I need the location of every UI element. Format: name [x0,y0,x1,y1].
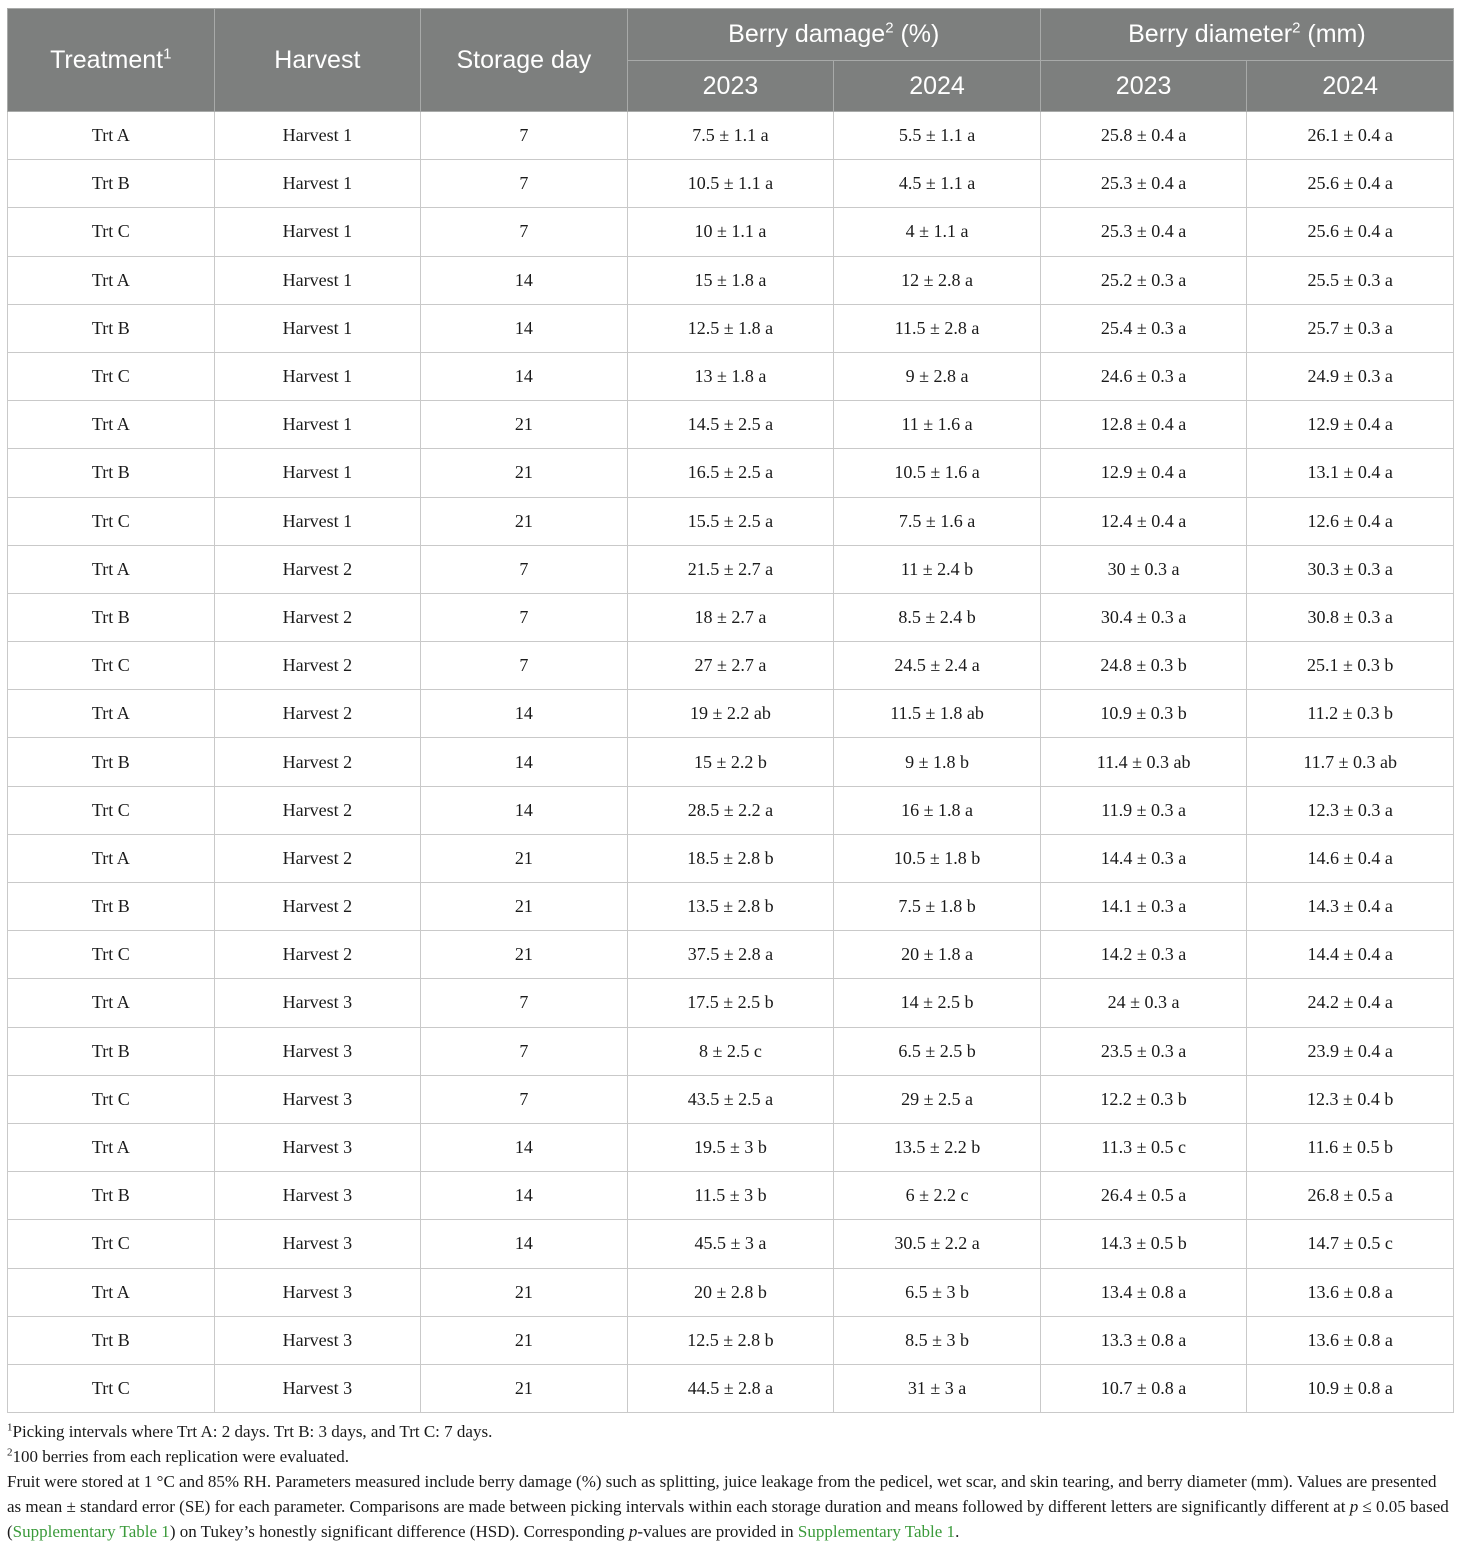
supplementary-table-link[interactable]: Supplementary Table 1 [797,1522,956,1542]
cell-diameter-2023: 13.3 ± 0.8 a [1040,1316,1247,1364]
cell-diameter-2024: 12.3 ± 0.4 b [1247,1075,1454,1123]
cell-harvest: Harvest 2 [214,545,421,593]
cell-damage-2023: 28.5 ± 2.2 a [627,786,834,834]
table-header [8,9,1454,112]
cell-harvest: Harvest 2 [214,738,421,786]
cell-diameter-2023: 13.4 ± 0.8 a [1040,1268,1247,1316]
cell-storage-day: 14 [421,786,628,834]
cell-diameter-2023: 25.8 ± 0.4 a [1040,112,1247,160]
cell-damage-2023: 19 ± 2.2 ab [627,690,834,738]
cell-damage-2024: 4.5 ± 1.1 a [834,160,1041,208]
cell-storage-day: 14 [421,1172,628,1220]
cell-diameter-2024: 11.6 ± 0.5 b [1247,1123,1454,1171]
cell-diameter-2024: 24.2 ± 0.4 a [1247,979,1454,1027]
cell-diameter-2024: 14.4 ± 0.4 a [1247,931,1454,979]
cell-harvest: Harvest 1 [214,401,421,449]
cell-damage-2023: 15 ± 2.2 b [627,738,834,786]
table-row [8,545,1454,593]
cell-storage-day: 14 [421,304,628,352]
cell-storage-day: 14 [421,738,628,786]
cell-treatment: Trt B [8,1316,215,1364]
cell-damage-2024: 6.5 ± 3 b [834,1268,1041,1316]
cell-diameter-2023: 12.2 ± 0.3 b [1040,1075,1247,1123]
cell-storage-day: 7 [421,112,628,160]
cell-damage-2023: 13 ± 1.8 a [627,352,834,400]
table-footnotes [7,1419,1453,1544]
cell-diameter-2023: 14.3 ± 0.5 b [1040,1220,1247,1268]
cell-harvest: Harvest 3 [214,1075,421,1123]
footnote-1: $^1$Picking intervals where Trt A: 2 days. Trt B: 3 days, and Trt C: 7 days. [7,1421,493,1442]
cell-diameter-2023: 30.4 ± 0.3 a [1040,593,1247,641]
header-treatment: Treatment$^1$ [8,9,215,112]
cell-storage-day: 21 [421,497,628,545]
cell-treatment: Trt B [8,883,215,931]
table-row [8,1027,1454,1075]
header-year: 2024 [834,61,1041,112]
cell-harvest: Harvest 1 [214,449,421,497]
table-row [8,1172,1454,1220]
cell-damage-2024: 8.5 ± 3 b [834,1316,1041,1364]
cell-storage-day: 21 [421,449,628,497]
cell-harvest: Harvest 3 [214,1172,421,1220]
cell-storage-day: 21 [421,883,628,931]
cell-damage-2024: 11 ± 2.4 b [834,545,1041,593]
cell-damage-2024: 12 ± 2.8 a [834,256,1041,304]
cell-damage-2023: 44.5 ± 2.8 a [627,1364,834,1412]
cell-storage-day: 21 [421,1364,628,1412]
cell-diameter-2023: 10.7 ± 0.8 a [1040,1364,1247,1412]
cell-treatment: Trt C [8,1364,215,1412]
table-row [8,642,1454,690]
table-row [8,449,1454,497]
cell-damage-2023: 11.5 ± 3 b [627,1172,834,1220]
cell-diameter-2024: 13.1 ± 0.4 a [1247,449,1454,497]
cell-diameter-2023: 14.4 ± 0.3 a [1040,834,1247,882]
cell-damage-2024: 6.5 ± 2.5 b [834,1027,1041,1075]
cell-storage-day: 14 [421,352,628,400]
cell-diameter-2023: 24 ± 0.3 a [1040,979,1247,1027]
cell-treatment: Trt B [8,738,215,786]
cell-diameter-2023: 11.4 ± 0.3 ab [1040,738,1247,786]
cell-damage-2024: 11.5 ± 1.8 ab [834,690,1041,738]
table-row [8,1316,1454,1364]
cell-diameter-2024: 13.6 ± 0.8 a [1247,1268,1454,1316]
cell-diameter-2023: 25.2 ± 0.3 a [1040,256,1247,304]
cell-harvest: Harvest 1 [214,112,421,160]
cell-damage-2023: 37.5 ± 2.8 a [627,931,834,979]
cell-storage-day: 7 [421,593,628,641]
cell-damage-2023: 15.5 ± 2.5 a [627,497,834,545]
table-row [8,738,1454,786]
cell-diameter-2024: 11.7 ± 0.3 ab [1247,738,1454,786]
cell-storage-day: 21 [421,1316,628,1364]
cell-treatment: Trt A [8,979,215,1027]
header-year: 2023 [1040,61,1247,112]
cell-harvest: Harvest 1 [214,256,421,304]
document [7,8,1453,1544]
cell-diameter-2024: 14.7 ± 0.5 c [1247,1220,1454,1268]
cell-harvest: Harvest 3 [214,1364,421,1412]
cell-damage-2023: 15 ± 1.8 a [627,256,834,304]
cell-damage-2023: 10.5 ± 1.1 a [627,160,834,208]
cell-harvest: Harvest 3 [214,1027,421,1075]
cell-diameter-2023: 24.6 ± 0.3 a [1040,352,1247,400]
cell-damage-2024: 7.5 ± 1.8 b [834,883,1041,931]
cell-damage-2024: 7.5 ± 1.6 a [834,497,1041,545]
table-row [8,208,1454,256]
header-berry-diameter: Berry diameter$^2$ (mm) [1040,9,1453,61]
cell-damage-2023: 45.5 ± 3 a [627,1220,834,1268]
cell-diameter-2024: 24.9 ± 0.3 a [1247,352,1454,400]
cell-harvest: Harvest 3 [214,1268,421,1316]
cell-diameter-2024: 23.9 ± 0.4 a [1247,1027,1454,1075]
cell-diameter-2024: 30.8 ± 0.3 a [1247,593,1454,641]
table-row [8,256,1454,304]
table-row [8,1220,1454,1268]
cell-storage-day: 14 [421,690,628,738]
table-row [8,401,1454,449]
cell-damage-2024: 14 ± 2.5 b [834,979,1041,1027]
cell-damage-2023: 7.5 ± 1.1 a [627,112,834,160]
cell-damage-2023: 12.5 ± 1.8 a [627,304,834,352]
header-storage-day: Storage day [421,9,628,112]
cell-storage-day: 21 [421,401,628,449]
cell-damage-2024: 9 ± 2.8 a [834,352,1041,400]
cell-harvest: Harvest 2 [214,690,421,738]
cell-damage-2024: 30.5 ± 2.2 a [834,1220,1041,1268]
cell-storage-day: 14 [421,1220,628,1268]
table-row [8,112,1454,160]
cell-diameter-2024: 14.3 ± 0.4 a [1247,883,1454,931]
cell-harvest: Harvest 3 [214,1123,421,1171]
cell-diameter-2023: 11.9 ± 0.3 a [1040,786,1247,834]
cell-damage-2024: 4 ± 1.1 a [834,208,1041,256]
cell-diameter-2023: 30 ± 0.3 a [1040,545,1247,593]
cell-damage-2024: 8.5 ± 2.4 b [834,593,1041,641]
table-row [8,304,1454,352]
cell-damage-2024: 31 ± 3 a [834,1364,1041,1412]
cell-storage-day: 7 [421,208,628,256]
cell-damage-2024: 10.5 ± 1.8 b [834,834,1041,882]
table-row [8,786,1454,834]
cell-storage-day: 7 [421,1027,628,1075]
footnote-methods: Fruit were stored at 1 °C and 85% RH. Parameters measured include berry damage (%) such as splitting, juice leakage from the pedicel, wet scar, and skin tearing, and berry diameter (mm). Values are presented as mean ± standard error (SE) for each parameter. Comparisons are made between picking intervals within each storage duration and means followed by different letters are significantly different at p ≤ 0.05 based (Supplementary Table 1) on Tukey’s honestly significant difference (HSD). Corresponding p-values are provided in Supplementary Table 1. [7,1472,1449,1542]
cell-treatment: Trt B [8,1027,215,1075]
cell-treatment: Trt C [8,497,215,545]
cell-treatment: Trt C [8,1220,215,1268]
header-berry-damage: Berry damage$^2$ (%) [627,9,1040,61]
table-row [8,1364,1454,1412]
cell-harvest: Harvest 1 [214,304,421,352]
footnote-2: $^2$100 berries from each replication were evaluated. [7,1446,350,1467]
cell-damage-2023: 12.5 ± 2.8 b [627,1316,834,1364]
cell-diameter-2024: 11.2 ± 0.3 b [1247,690,1454,738]
cell-damage-2024: 29 ± 2.5 a [834,1075,1041,1123]
table-row [8,931,1454,979]
cell-storage-day: 21 [421,834,628,882]
cell-diameter-2023: 25.3 ± 0.4 a [1040,208,1247,256]
cell-diameter-2024: 26.1 ± 0.4 a [1247,112,1454,160]
cell-damage-2023: 19.5 ± 3 b [627,1123,834,1171]
cell-damage-2023: 18 ± 2.7 a [627,593,834,641]
cell-treatment: Trt C [8,931,215,979]
cell-damage-2023: 20 ± 2.8 b [627,1268,834,1316]
cell-diameter-2023: 12.9 ± 0.4 a [1040,449,1247,497]
cell-diameter-2023: 10.9 ± 0.3 b [1040,690,1247,738]
cell-storage-day: 7 [421,160,628,208]
cell-diameter-2023: 24.8 ± 0.3 b [1040,642,1247,690]
cell-harvest: Harvest 1 [214,208,421,256]
cell-diameter-2024: 10.9 ± 0.8 a [1247,1364,1454,1412]
table-row [8,979,1454,1027]
cell-harvest: Harvest 2 [214,593,421,641]
cell-diameter-2023: 14.1 ± 0.3 a [1040,883,1247,931]
cell-damage-2023: 13.5 ± 2.8 b [627,883,834,931]
cell-harvest: Harvest 3 [214,979,421,1027]
cell-treatment: Trt A [8,834,215,882]
cell-treatment: Trt A [8,1123,215,1171]
cell-storage-day: 21 [421,931,628,979]
cell-damage-2024: 16 ± 1.8 a [834,786,1041,834]
cell-diameter-2023: 23.5 ± 0.3 a [1040,1027,1247,1075]
cell-treatment: Trt A [8,690,215,738]
cell-diameter-2023: 14.2 ± 0.3 a [1040,931,1247,979]
cell-diameter-2024: 12.6 ± 0.4 a [1247,497,1454,545]
cell-diameter-2023: 12.4 ± 0.4 a [1040,497,1247,545]
data-table [7,8,1454,1413]
cell-damage-2023: 43.5 ± 2.5 a [627,1075,834,1123]
cell-damage-2024: 13.5 ± 2.2 b [834,1123,1041,1171]
table-row [8,834,1454,882]
cell-storage-day: 14 [421,256,628,304]
cell-treatment: Trt A [8,401,215,449]
cell-diameter-2024: 25.6 ± 0.4 a [1247,160,1454,208]
cell-harvest: Harvest 1 [214,160,421,208]
cell-treatment: Trt B [8,449,215,497]
cell-treatment: Trt C [8,352,215,400]
cell-harvest: Harvest 1 [214,352,421,400]
cell-damage-2023: 14.5 ± 2.5 a [627,401,834,449]
cell-diameter-2024: 12.3 ± 0.3 a [1247,786,1454,834]
header-harvest: Harvest [214,9,421,112]
cell-harvest: Harvest 2 [214,642,421,690]
cell-treatment: Trt A [8,256,215,304]
cell-harvest: Harvest 2 [214,786,421,834]
cell-diameter-2024: 30.3 ± 0.3 a [1247,545,1454,593]
table-row [8,1075,1454,1123]
cell-treatment: Trt B [8,1172,215,1220]
cell-storage-day: 21 [421,1268,628,1316]
cell-damage-2023: 21.5 ± 2.7 a [627,545,834,593]
table-row [8,593,1454,641]
cell-treatment: Trt A [8,545,215,593]
cell-treatment: Trt A [8,1268,215,1316]
table-row [8,352,1454,400]
cell-damage-2023: 17.5 ± 2.5 b [627,979,834,1027]
cell-damage-2023: 8 ± 2.5 c [627,1027,834,1075]
cell-storage-day: 14 [421,1123,628,1171]
cell-harvest: Harvest 2 [214,883,421,931]
cell-treatment: Trt B [8,304,215,352]
cell-diameter-2024: 13.6 ± 0.8 a [1247,1316,1454,1364]
cell-diameter-2023: 12.8 ± 0.4 a [1040,401,1247,449]
cell-harvest: Harvest 3 [214,1316,421,1364]
cell-treatment: Trt C [8,642,215,690]
cell-diameter-2024: 25.6 ± 0.4 a [1247,208,1454,256]
table-row [8,690,1454,738]
cell-harvest: Harvest 2 [214,834,421,882]
cell-diameter-2024: 12.9 ± 0.4 a [1247,401,1454,449]
cell-treatment: Trt A [8,112,215,160]
table-row [8,497,1454,545]
table-row [8,883,1454,931]
cell-harvest: Harvest 2 [214,931,421,979]
cell-diameter-2023: 25.3 ± 0.4 a [1040,160,1247,208]
cell-diameter-2024: 25.7 ± 0.3 a [1247,304,1454,352]
cell-damage-2024: 11 ± 1.6 a [834,401,1041,449]
cell-treatment: Trt B [8,160,215,208]
cell-damage-2023: 18.5 ± 2.8 b [627,834,834,882]
cell-damage-2024: 9 ± 1.8 b [834,738,1041,786]
cell-damage-2024: 11.5 ± 2.8 a [834,304,1041,352]
cell-diameter-2023: 11.3 ± 0.5 c [1040,1123,1247,1171]
cell-storage-day: 7 [421,545,628,593]
cell-damage-2024: 20 ± 1.8 a [834,931,1041,979]
cell-storage-day: 7 [421,642,628,690]
cell-harvest: Harvest 1 [214,497,421,545]
cell-damage-2023: 16.5 ± 2.5 a [627,449,834,497]
cell-harvest: Harvest 3 [214,1220,421,1268]
cell-diameter-2024: 25.5 ± 0.3 a [1247,256,1454,304]
table-row [8,160,1454,208]
cell-damage-2023: 27 ± 2.7 a [627,642,834,690]
cell-treatment: Trt C [8,1075,215,1123]
table-row [8,1268,1454,1316]
cell-diameter-2024: 26.8 ± 0.5 a [1247,1172,1454,1220]
cell-damage-2024: 10.5 ± 1.6 a [834,449,1041,497]
cell-damage-2024: 6 ± 2.2 c [834,1172,1041,1220]
table-row [8,1123,1454,1171]
cell-storage-day: 7 [421,979,628,1027]
cell-damage-2024: 24.5 ± 2.4 a [834,642,1041,690]
cell-diameter-2023: 26.4 ± 0.5 a [1040,1172,1247,1220]
cell-damage-2024: 5.5 ± 1.1 a [834,112,1041,160]
header-year: 2024 [1247,61,1454,112]
table-body [8,112,1454,1413]
header-year: 2023 [627,61,834,112]
supplementary-table-link[interactable]: Supplementary Table 1 [12,1522,170,1542]
cell-treatment: Trt C [8,208,215,256]
cell-damage-2023: 10 ± 1.1 a [627,208,834,256]
cell-storage-day: 7 [421,1075,628,1123]
cell-treatment: Trt B [8,593,215,641]
cell-treatment: Trt C [8,786,215,834]
cell-diameter-2024: 25.1 ± 0.3 b [1247,642,1454,690]
cell-diameter-2023: 25.4 ± 0.3 a [1040,304,1247,352]
cell-diameter-2024: 14.6 ± 0.4 a [1247,834,1454,882]
